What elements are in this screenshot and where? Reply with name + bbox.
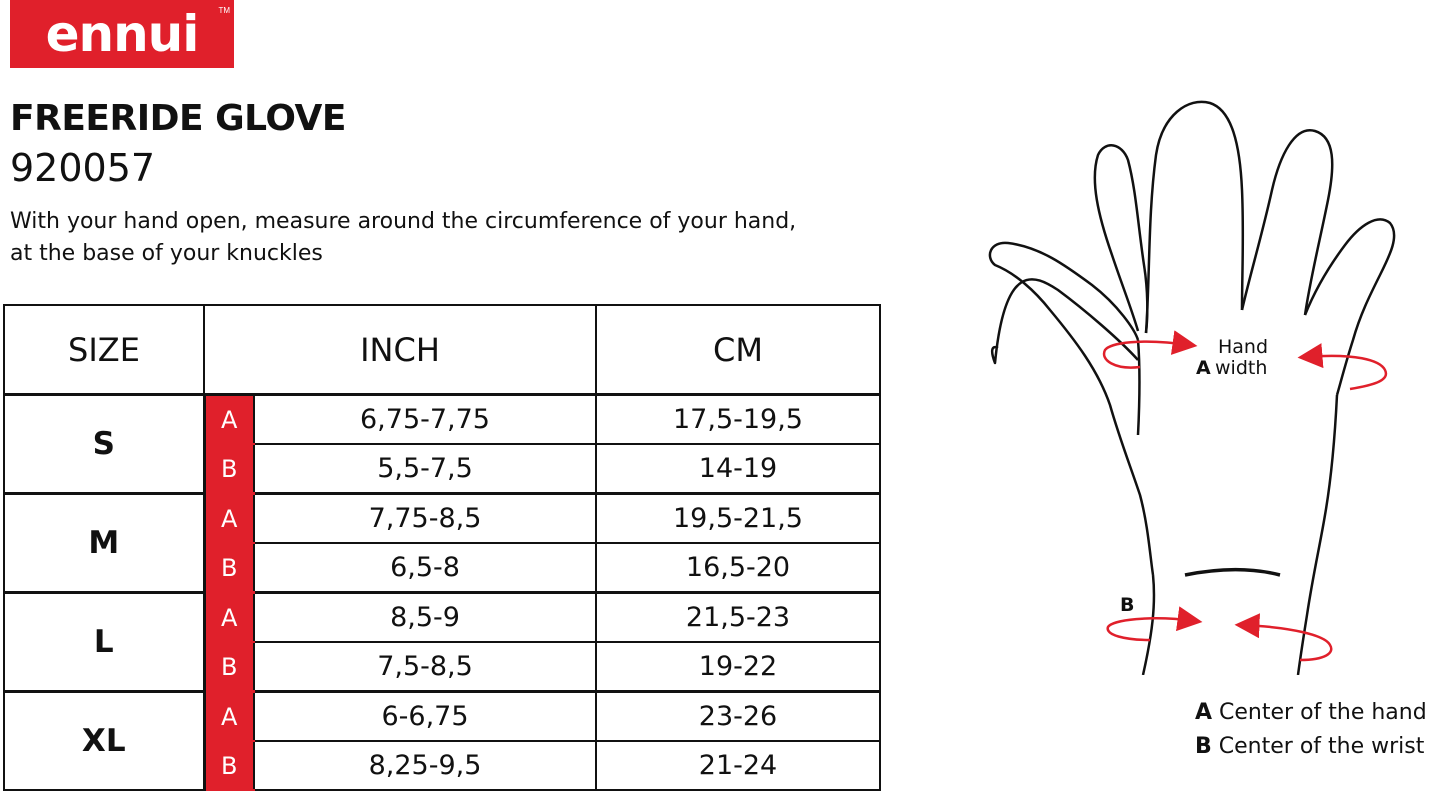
legend-item-b: [1195, 730, 1427, 764]
measure-instructions: With your hand open, measure around the circumference of your hand, at the base of your knuckles: [10, 209, 797, 266]
size-label: XL: [4, 692, 204, 791]
measurement-type: A: [204, 494, 254, 544]
table-row: [4, 494, 880, 544]
brand-logo-wordmark: ennui: [45, 5, 199, 63]
header-cm: CM: [596, 305, 880, 395]
hand-width-letter: A: [1196, 357, 1211, 379]
inch-value: 8,5-9: [254, 593, 596, 643]
measure-arrow-b: [1108, 618, 1332, 660]
measurement-type: B: [204, 543, 254, 593]
size-chart-table: [3, 304, 881, 791]
measurement-type: A: [204, 692, 254, 742]
cm-value: 23-26: [596, 692, 880, 742]
inch-value: 6,75-7,75: [254, 395, 596, 445]
table-row: [4, 692, 880, 742]
size-label: S: [4, 395, 204, 494]
cm-value: 21,5-23: [596, 593, 880, 643]
cm-value: 21-24: [596, 741, 880, 790]
legend-text: Center of the wrist: [1218, 734, 1425, 759]
inch-value: 8,25-9,5: [254, 741, 596, 790]
header-inch: INCH: [204, 305, 596, 395]
product-title: FREERIDE GLOVE: [10, 98, 346, 139]
inch-value: 7,5-8,5: [254, 642, 596, 692]
inch-value: 7,75-8,5: [254, 494, 596, 544]
cm-value: 16,5-20: [596, 543, 880, 593]
hand-width-label-line2: width: [1215, 357, 1268, 379]
measurement-type: B: [204, 741, 254, 790]
cm-value: 14-19: [596, 444, 880, 494]
measurement-type: B: [204, 642, 254, 692]
trademark-mark: TM: [218, 6, 230, 15]
cm-value: 19-22: [596, 642, 880, 692]
hand-diagram: [980, 95, 1430, 675]
inch-value: 6-6,75: [254, 692, 596, 742]
measurement-type: A: [204, 395, 254, 445]
measurement-type: A: [204, 593, 254, 643]
measurement-type: B: [204, 444, 254, 494]
table-row: [4, 395, 880, 445]
legend-letter: A: [1195, 700, 1213, 725]
cm-value: 17,5-19,5: [596, 395, 880, 445]
cm-value: 19,5-21,5: [596, 494, 880, 544]
header-size: SIZE: [4, 305, 204, 395]
size-chart-body: [4, 395, 880, 791]
legend-text: Center of the hand: [1219, 700, 1427, 725]
brand-logo: [10, 0, 234, 68]
table-row: [4, 593, 880, 643]
inch-value: 6,5-8: [254, 543, 596, 593]
inch-value: 5,5-7,5: [254, 444, 596, 494]
measurement-legend: [1195, 696, 1427, 764]
legend-item-a: [1195, 696, 1427, 730]
hand-outline: [990, 102, 1394, 675]
hand-width-label-line1: Hand: [1218, 336, 1269, 358]
size-label: M: [4, 494, 204, 593]
wrist-letter: B: [1120, 594, 1135, 616]
legend-letter: B: [1195, 734, 1212, 759]
size-label: L: [4, 593, 204, 692]
table-header-row: [4, 305, 880, 395]
product-code: 920057: [10, 146, 156, 190]
